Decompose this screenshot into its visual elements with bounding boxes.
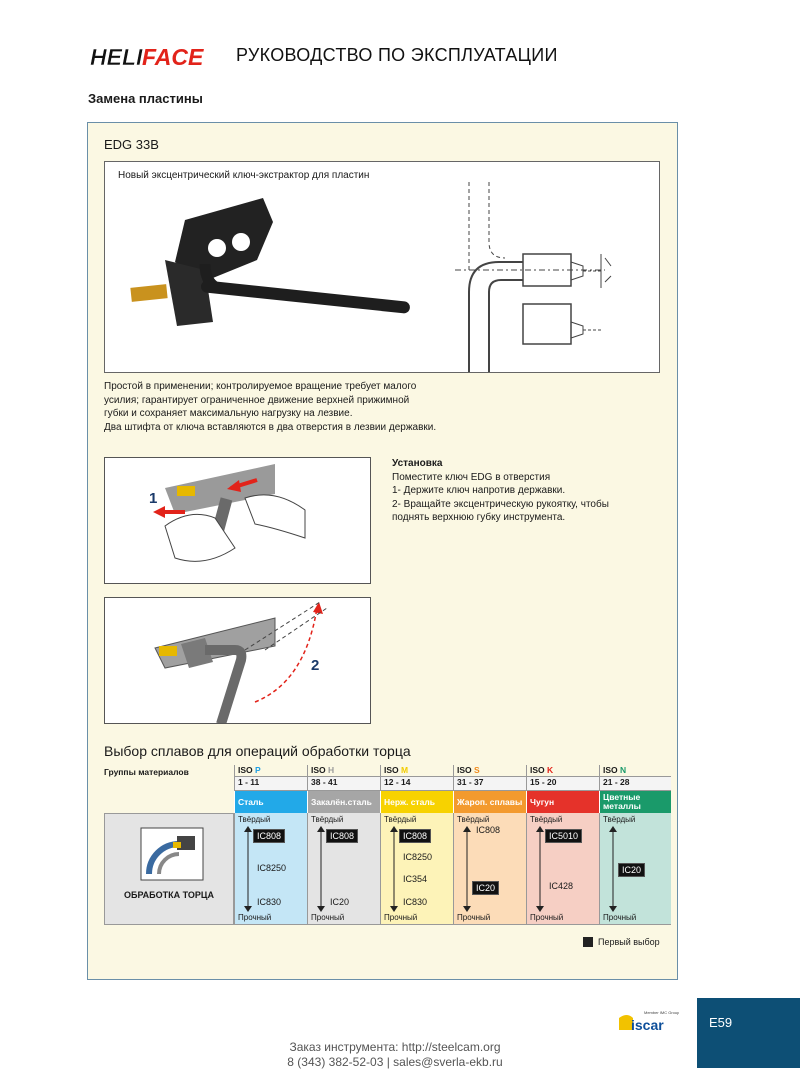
member-text: Member IMC Group xyxy=(644,1010,679,1015)
material-header: Нерж. сталь xyxy=(380,791,453,813)
group-range: 38 - 41 xyxy=(307,777,380,791)
key-photo xyxy=(130,198,410,326)
iso-label: ISO xyxy=(603,765,618,775)
material-header: Закалён.сталь xyxy=(307,791,380,813)
hard-label: Твёрдый xyxy=(603,815,636,824)
iso-letter: M xyxy=(401,765,409,775)
page-title: РУКОВОДСТВО ПО ЭКСПЛУАТАЦИИ xyxy=(236,45,558,65)
grade: IC354 xyxy=(403,874,428,885)
material-header: Жароп. сплавы xyxy=(453,791,526,813)
grade-first-choice: IC5010 xyxy=(545,829,582,843)
step1-image xyxy=(104,457,371,584)
material-header: Чугун xyxy=(526,791,599,813)
iso-group-header xyxy=(234,765,307,777)
page-number: E59 xyxy=(709,1015,733,1030)
face-grooving-icon xyxy=(137,824,207,884)
order-link[interactable]: Заказ инструмента: http://steelcam.org xyxy=(289,1040,501,1054)
description xyxy=(104,380,504,434)
iscar-logo xyxy=(617,1008,679,1032)
iso-label: ISO xyxy=(311,765,326,775)
grade-first-choice: IC20 xyxy=(472,881,499,895)
edg-label: EDG 33B xyxy=(104,137,159,152)
grade-first-choice: IC20 xyxy=(618,863,645,877)
hardness-arrow xyxy=(243,826,253,912)
hard-label: Твёрдый xyxy=(238,815,271,824)
install-line: Поместите ключ EDG в отверстия xyxy=(392,471,551,483)
step2-image xyxy=(104,597,371,724)
contact-info[interactable]: 8 (343) 382-52-03 | sales@sverla-ekb.ru xyxy=(287,1055,503,1069)
hard-label: Твёрдый xyxy=(311,815,344,824)
grade: IC428 xyxy=(549,881,574,891)
groups-label: Группы материалов xyxy=(104,767,189,777)
grade-column xyxy=(453,813,526,925)
hardness-arrow xyxy=(389,826,399,912)
grade: IC830 xyxy=(257,897,282,907)
hardness-arrow xyxy=(608,826,618,912)
description-line: усилия; гарантирует ограниченное движение верхней прижимной xyxy=(104,394,410,406)
svg-text:HELI: HELI xyxy=(90,44,143,70)
hard-label: Твёрдый xyxy=(457,815,490,824)
iso-group-header xyxy=(307,765,380,777)
iso-group-header xyxy=(599,765,671,777)
description-line: губки и сохраняет максимальную нагрузку на лезвие. xyxy=(104,408,353,419)
iscar-wordmark: iscar xyxy=(631,1017,664,1032)
material-header: Сталь xyxy=(234,791,307,813)
group-range: 31 - 37 xyxy=(453,777,526,791)
grade-first-choice: IC808 xyxy=(253,829,285,843)
page-number-tab xyxy=(697,998,800,1068)
iso-group-header xyxy=(380,765,453,777)
hardness-arrow xyxy=(535,826,545,912)
step1-illustration xyxy=(105,458,370,583)
group-range: 21 - 28 xyxy=(599,777,671,791)
description-line: Два штифта от ключа вставляются в два отверстия в лезвии державки. xyxy=(104,421,437,433)
install-line: 1- Держите ключ напротив державки. xyxy=(392,485,566,496)
install-line: 2- Вращайте эксцентрическую рукоятку, чтобы xyxy=(392,498,609,510)
tough-label: Прочный xyxy=(311,913,345,922)
iso-letter: H xyxy=(328,765,335,775)
step2-number: 2 xyxy=(311,657,320,674)
technical-drawing xyxy=(455,182,611,372)
iso-letter: K xyxy=(547,765,554,775)
grade-selection-title: Выбор сплавов для операций обработки торца xyxy=(104,743,411,759)
iso-group-header xyxy=(453,765,526,777)
grade: IC830 xyxy=(403,897,428,907)
iso-label: ISO xyxy=(384,765,399,775)
key-extractor-illustration xyxy=(105,162,659,372)
install-line: поднять верхнюю губку инструмента. xyxy=(392,512,566,523)
iso-letter: S xyxy=(474,765,480,775)
grade-column xyxy=(599,813,671,925)
grade-first-choice: IC808 xyxy=(326,829,358,843)
iso-label: ISO xyxy=(238,765,253,775)
hardness-arrow xyxy=(462,826,472,912)
first-choice-legend-label: Первый выбор xyxy=(598,937,660,947)
iso-label: ISO xyxy=(457,765,472,775)
operation-cell xyxy=(104,813,234,925)
group-range: 15 - 20 xyxy=(526,777,599,791)
step2-illustration xyxy=(105,598,370,723)
description-line: Простой в применении; контролируемое вращение требует малого xyxy=(104,381,417,392)
tough-label: Прочный xyxy=(384,913,418,922)
iso-letter: N xyxy=(620,765,627,775)
operation-label: ОБРАБОТКА ТОРЦА xyxy=(124,890,214,900)
iso-label: ISO xyxy=(530,765,545,775)
grade: IC20 xyxy=(330,897,350,907)
group-range: 12 - 14 xyxy=(380,777,453,791)
tough-label: Прочный xyxy=(603,913,637,922)
grade-first-choice: IC808 xyxy=(399,829,431,843)
install-instructions xyxy=(392,457,672,525)
heliface-logo xyxy=(88,40,220,72)
svg-text:FACE: FACE xyxy=(142,44,204,70)
grade: IC808 xyxy=(476,825,501,835)
footer-contact xyxy=(200,1040,590,1070)
iso-group-header xyxy=(526,765,599,777)
group-range: 1 - 11 xyxy=(234,777,307,791)
grade-column xyxy=(380,813,453,925)
hard-label: Твёрдый xyxy=(384,815,417,824)
hard-label: Твёрдый xyxy=(530,815,563,824)
install-heading: Установка xyxy=(392,458,443,469)
grade: IC8250 xyxy=(403,851,433,862)
grade-column xyxy=(307,813,380,925)
section-title: Замена пластины xyxy=(88,91,203,106)
step1-number: 1 xyxy=(149,490,158,507)
grade-column xyxy=(234,813,307,925)
tough-label: Прочный xyxy=(238,913,272,922)
grade: IC8250 xyxy=(257,863,287,873)
material-header: Цветные металлы xyxy=(599,791,671,813)
tough-label: Прочный xyxy=(530,913,564,922)
first-choice-legend-swatch xyxy=(583,937,593,947)
grade-selection-table xyxy=(104,765,671,925)
iso-letter: P xyxy=(255,765,261,775)
grade-column xyxy=(526,813,599,925)
tough-label: Прочный xyxy=(457,913,491,922)
figure-caption: Новый эксцентрический ключ-экстрактор для пластин xyxy=(118,170,370,181)
key-extractor-figure xyxy=(104,161,660,373)
hardness-arrow xyxy=(316,826,326,912)
